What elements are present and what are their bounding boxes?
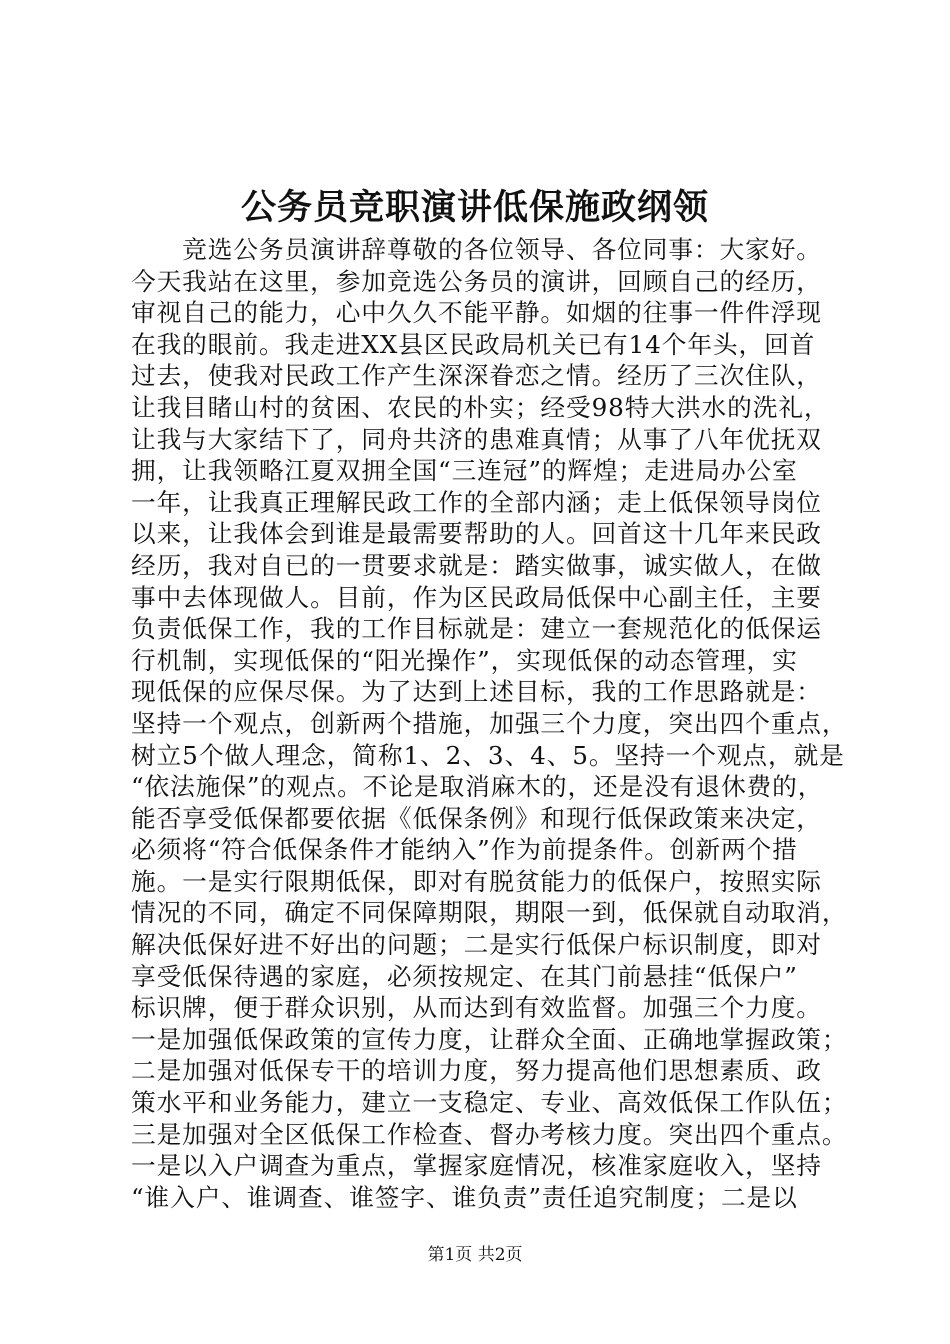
body-line: 标识牌，便于群众识别，从而达到有效监督。加强三个力度。 <box>131 993 822 1023</box>
page-footer: 第1页 共2页 <box>427 1245 523 1265</box>
body-line: 今天我站在这里，参加竞选公务员的演讲，回顾自己的经历， <box>131 266 822 296</box>
body-line: 情况的不同，确定不同保障期限，期限一到，低保就自动取消， <box>131 898 848 928</box>
body-line: 在我的眼前。我走进XX县区民政局机关已有14个年头，回首 <box>131 329 816 359</box>
document-title: 公务员竞职演讲低保施政纲领 <box>240 187 709 228</box>
body-line: 一年，让我真正理解民政工作的全部内涵；走上低保领导岗位 <box>131 487 822 517</box>
body-line: 一是加强低保政策的宣传力度，让群众全面、正确地掌握政策； <box>131 1024 848 1054</box>
body-line: 能否享受低保都要依据《低保条例》和现行低保政策来决定， <box>131 803 822 833</box>
body-line: “依法施保”的观点。不论是取消麻木的，还是没有退休费的， <box>131 772 824 802</box>
document-body <box>131 234 859 1213</box>
body-line: 解决低保好进不好出的问题；二是实行低保户标识制度，即对 <box>131 930 822 960</box>
body-line: 三是加强对全区低保工作检查、督办考核力度。突出四个重点。 <box>131 1119 848 1149</box>
body-line: 让我与大家结下了，同舟共济的患难真情；从事了八年优抚双 <box>131 424 822 454</box>
body-line: 必须将“符合低保条件才能纳入”作为前提条件。创新两个措 <box>131 835 798 865</box>
body-line: 二是加强对低保专干的培训力度，努力提高他们思想素质、政 <box>131 1056 822 1086</box>
body-line: “谁入户、谁调查、谁签字、谁负责”责任追究制度；二是以 <box>131 1182 798 1212</box>
body-line: 过去，使我对民政工作产生深深眷恋之情。经历了三次住队， <box>131 361 822 391</box>
body-line: 竞选公务员演讲辞尊敬的各位领导、各位同事：大家好。 <box>131 235 822 264</box>
body-line: 享受低保待遇的家庭，必须按规定、在其门前悬挂“低保户” <box>131 961 798 991</box>
body-line: 拥，让我领略江夏双拥全国“三连冠”的辉煌；走进局办公室 <box>131 456 798 486</box>
body-line: 事中去体现做人。目前，作为区民政局低保中心副主任，主要 <box>131 582 822 612</box>
body-line: 经历，我对自已的一贯要求就是：踏实做事，诚实做人，在做 <box>131 550 822 580</box>
body-line: 树立5个做人理念，简称1、2、3、4、5。坚持一个观点，就是 <box>131 740 845 770</box>
body-line: 以来，让我体会到谁是最需要帮助的人。回首这十几年来民政 <box>131 519 822 549</box>
body-line: 行机制，实现低保的“阳光操作”，实现低保的动态管理，实 <box>131 645 798 675</box>
body-line: 让我目睹山村的贫困、农民的朴实；经受98特大洪水的洗礼， <box>131 392 830 422</box>
body-line: 现低保的应保尽保。为了达到上述目标，我的工作思路就是： <box>131 677 822 707</box>
body-line: 负责低保工作，我的工作目标就是：建立一套规范化的低保运 <box>131 614 822 644</box>
body-line: 施。一是实行限期低保，即对有脱贫能力的低保户，按照实际 <box>131 866 822 896</box>
body-line: 审视自己的能力，心中久久不能平静。如烟的往事一件件浮现 <box>131 298 822 328</box>
body-line: 一是以入户调查为重点，掌握家庭情况，核准家庭收入，坚持 <box>131 1151 822 1181</box>
body-line: 坚持一个观点，创新两个措施，加强三个力度，突出四个重点， <box>131 708 848 738</box>
body-line: 策水平和业务能力，建立一支稳定、专业、高效低保工作队伍； <box>131 1088 848 1118</box>
